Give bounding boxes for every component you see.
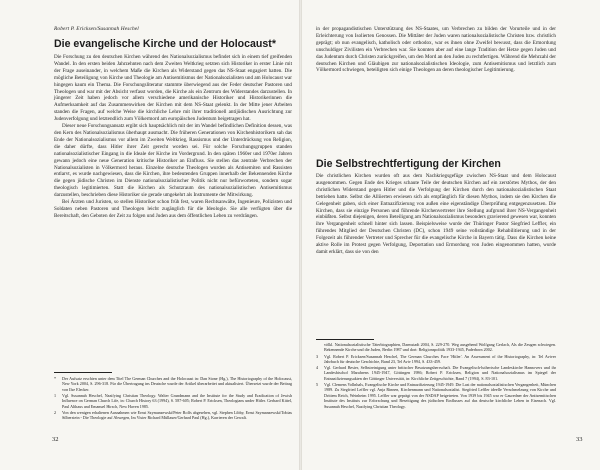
footnote (54, 376, 292, 392)
footnote-rule (54, 372, 112, 373)
footnote-text: Von den wenigen erhaltenen Ausnahmen wie Ernst Szymanzewski/Peter Rolfs abgesehen, vgl. Stephen Libby, Ernst Szymanzewski/Tobias Silberstein - Die Theologie auf Abwegen, Im Visier Richard Müllauer/Gerhard Paul (Hg.), Karrieren der Gewalt. (62, 409, 292, 421)
footnote-marker: * (54, 376, 57, 381)
footnote-text: Vgl. Susannah Heschel, Nazifying Christian Theology. Walter Grundmann and the Institute for the Study and Eradication of Jewish Influence on German Church Life, in: Church History 63 (1994), S. 587-605; Robert P. Ericksen, Theologians under Hitler. Gerhard Kittel, Paul Althaus and Emanuel Hirsch, New Haven 1985. (62, 392, 292, 409)
footnote-text: Vgl. Robert P. Ericksen/Susannah Heschel, The German Churches Face 'Hitler'. An Assessment of the Historiography, in: Tel Aviver Jahrbuch für deutsche Geschichte, Band 23, Tel Aviv 1994, S. 433-459. (324, 353, 556, 364)
footnote-rule (316, 339, 374, 340)
footnote (316, 365, 556, 381)
footnote (316, 382, 556, 409)
left-page (0, 0, 298, 470)
paragraph: Die christlichen Kirchen wurden oft aus dem Nachkriegsgefüge zwischen NS-Staat und dem Holocaust ausgenommen. Gegen Ende des Krieges schaute Teile der deutschen Kirchen auf ein zerstörtes Mythos, der den christlichen Widerstand gegen Hitler und die Verfolgung der Kirchen durch den nationalsozialistischen Staat betrieben hatte. Selbst die Alliierten erwiesen sich als empfänglich für diesen Mythos, indem sie den Kirchen die Gelegenheit gaben, sich einer Entnazifizierung von außen eine eigenständige Überprüfung entgegenzusetzen. Die Kirchen, dass sie einzige Personen und führende Kirchenvertreter ihre Stellung aufgrund ihrer NS-Vergangenheit einbüßten. Selbst diejenigen, deren Beteiligung am Nationalsozialismus besonders gravierend gewesen war, konnten ihre Vergangenheit schnell hinter sich lassen. Beispielsweise wurde der Thüringer Pastor Siegfried Leffler, ein führendes Mitglied der Deutschen Christen (DC), schon 1949 seine vollständige Rehabilitierung und in der Folgezeit als führender Vertreter und Sprecher für die evangelische Kirche in Bayern tätig. Dass die Kirchen keine aktive Rolle im Protest gegen Verfolgung, Deportation und Ermordung von Juden eingenommen hatten, wurde damit erklärt, dass sie von den (316, 173, 556, 255)
paragraph: in der propagandistischen Unterstützung des NS-Staates, um Verbrechen zu bilden der Vorurteile und in der Erleichterung von Isolierten Genossen. Die Mittäter der Juden waren nationalsozialistische Christen bzw. christlich geprägt; ob nun evangelisch, katholisch oder orthodox, war es ihnen ohne Zweifel bewusst, dass die Ermordung unschuldiger Zivilisten ein Verbrechen war. Sie konnten aber auf eine lange Tradition der Hetze gegen Juden und das Judentum durch Christen zurückgreifen, um den Mord an den Juden zu rechtfertigen. Während die Mehrzahl der deutschen Kirchen und Gläubigen zur nationalsozialistischen Ideologie, zum Antisemitismus und letztlich zum Völkermord schwiegen, beteiligten sich einige Theologen an deren theologischer Legitimierung. (316, 26, 556, 74)
footnote (316, 342, 556, 353)
footnote (54, 393, 292, 409)
footnote (316, 354, 556, 365)
footnote-text: Vgl. Clemens Vollnhals, Evangelische Kirche und Entnazifizierung 1945-1949. Die Last der nationalsozialistischen Vergangenheit, München 1989. Zu Siegfried Leffler vgl. Anja Rinnen, Kirchenmann und Nationalsozialist. Siegfried Leffler ideelle Verschmelzung von Kirche und Drittem Reich, Weinheim 1995. Leffler war geprägt von der NSDAP beigetreten. Von 1939 bis 1945 war er Gauredner der Antisemitischen Institute des Instituts zur Erforschung und Beseitigung des jüdischen Einflusses auf das deutsche kirchliche Leben in Eisenach. Vgl. Susannah Heschel, Nazifying Christian Theology. (324, 381, 556, 409)
paragraph: Die Forschung zu den deutschen Kirchen während des Nationalsozialismus befindet sich in einem tief greifenden Wandel. In den ersten beiden Jahrzehnten nach dem Zweiten Weltkrieg setzten sich Historiker in erster Linie mit der Frage auseinander, in welchem Maße die Kirchen als Widerstand gegen das NS-Staat engagiert hatten. Die mögliche Beteiligung von Kirche und Theologie am Antisemitismus der Nationalsozialisten und am Holocaust war hingegen kaum ein Thema. Die Forschungsliteratur stammte überwiegend aus der Feder deutscher Pastoren und Theologen und war mit der Absicht verfasst worden, die Kirche als ein Zentrum des Widerstandes darzustellen. In jüngerer Zeit haben jedoch vor allem verschiedene amerikanische Historiker und Historikerinnen die Aufmerksamkeit auf das Zusammenwirken der Kirchen mit dem NS-Staat gelenkt. In der Mitte jener Arbeiten standen die Fragen, auf welche Weise die kirchliche Lehre mit ihrer traditionell antijüdischen Ausrichtung zur Judenverfolgung und letztendlich zum Völkermord am europäischen Judentum beigetragen hat. (54, 54, 292, 123)
page-number: 33 (576, 436, 583, 443)
footnote-marker: 1 (54, 392, 57, 398)
right-page (302, 0, 600, 470)
footnote (54, 410, 292, 421)
footnote-text: Der Aufsatz erschien unter dem Titel The German Churches and the Holocaust in: Dan Stone (Hg.), The Historiography of the Holocaust, New York 2004, S. 296-318. Für die Übertragung ins Deutsche wurde der Artikel überarbeitet und aktualisiert. Übersetzt wurde der Beitrag von Ilse Elecker. (62, 376, 292, 392)
paragraph: Bei Ärzten und Juristen, so stellen Historiker schon früh fest, waren Rechtsanwälte, Ingenieure, Polizisten und Soldaten neben Pastoren und Theologen leicht zugänglich für die Ideologie. Sie alle verfügten über die Bereitschaft, den Geboten der Zeit zu folgen und Juden aus dem öffentlichen Leben zu verdrängen. (54, 199, 292, 219)
footnote-marker: 2 (54, 409, 57, 415)
footnote-text: Vgl. Gerhard Besier, Selbstreinigung unter britischer Besatzungsherrschaft. Die Evangelisch-lutherische Landeskirche Hannovers und ihr Landesbischof Marahrens 1945-1947, Göttingen 1986; Robert P. Ericksen, Religion und Nationalsozialismus im Spiegel der Entnazifizierungsakten der Göttinger Universität, in: Kirchliche Zeitgeschichte, Band 7 (1994), S. 83-101. (324, 365, 556, 381)
paragraph: Dieser neue Forschungsansatz ergibt sich hauptsächlich mit der im Wandel befindlichen Definition dessen, was den Kern des Nationalsozialismus überhaupt ausmacht. Die früheren Generationen von Kirchenhistorikern sah das Ende der Nationalsozialismus vor allem im Zweiten Weltkrieg, Rassismus und der Unterdrückung von Religion, die daher dürfte, dass Hitler ihrer Zeit gerecht worden sei. Für solche Forschungsgruppen standen nationalsozialistischer Eingang in die Ideale der Kirche im Vordergrund. In den späten 1960er und 1970er Jahren gewann jedoch eine neue Generation kritische Historiker an Einfluss. Sie stellen das zentrale Verbrechen der Nationalsozialisten in Völkermord heraus. Einzelne deutsche Theologen wurden als Antisemiten und Rassisten entlarvt, es wurde nachgewiesen, dass die Kirchen, ihre bedeutenden Gruppen innerhalb der Bekennenden Kirche die gegen jüdische Christen im Dienste nationalsozialistischer Politik nicht nur befürworteten, sondern sogar theologisch legitimierten. Statt die Kirchen als Schutzraum des nationalsozialistischen Antisemitismus darzustellen, beschrieben diese Historiker sie gerade umgekehrt als Instrumente der Mitwirkung. (54, 123, 292, 199)
right-body-text-section (316, 173, 556, 256)
running-header: Robert P. Ericksen/Susannah Heschel (54, 26, 139, 32)
footnote-marker: 4 (316, 365, 319, 370)
page-number: 32 (52, 436, 59, 443)
footnote-marker: 5 (316, 381, 319, 387)
right-body-text-top (316, 26, 556, 74)
article-title: Die evangelische Kirche und der Holocaust* (54, 38, 276, 50)
right-footnotes (316, 342, 556, 410)
footnote-text: völkl. Nationalsozialistische Täterbiographien, Darmstadt 2004, S. 229-270. Weg ausgehend Wolfgang Gerlach, Als die Zeugen schwiegen. Bekennende Kirche und die Juden, Berlin 1987 und dort: Religionspolitik 1933-1945, Paderborn 2002. (324, 342, 556, 353)
section-title: Die Selbstrechtfertigung der Kirchen (316, 158, 501, 170)
left-body-text (54, 54, 292, 220)
footnote-marker: 3 (316, 353, 319, 359)
left-footnotes (54, 376, 292, 421)
